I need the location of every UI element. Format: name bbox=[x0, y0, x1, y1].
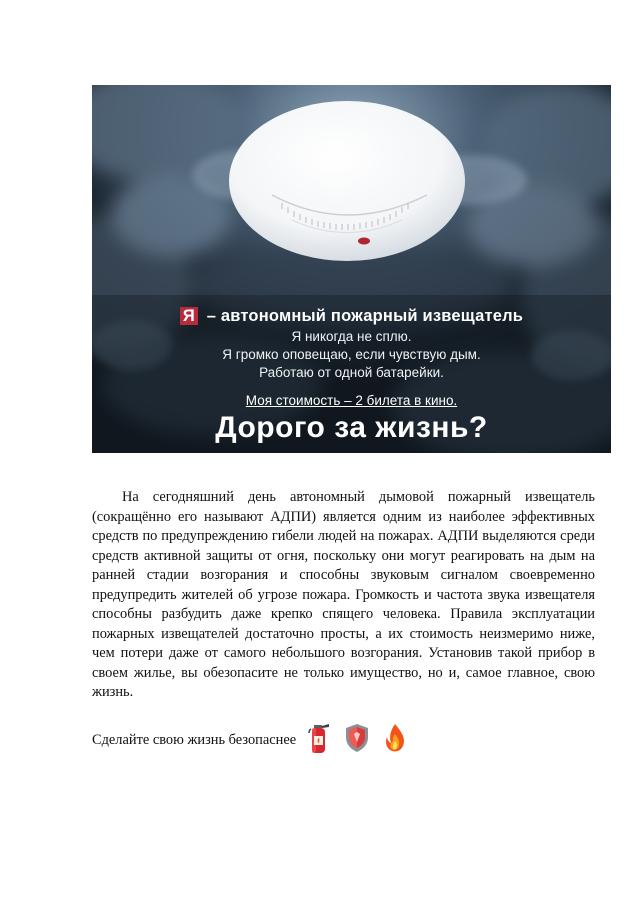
poster-line-2: Я громко оповещаю, если чувствую дым. bbox=[222, 347, 481, 362]
article-paragraph: На сегодняшний день автономный дымовой пожарный извещатель (сокращённо его называют АДПИ) является одним из наиболее эффективных средств по предупреждению гибели людей на пожарах. АДПИ выделяются среди средств активной защиты от огня, поскольку они могут реагировать на дым на ранней стадии возгорания и способны звуковым сигналом своевременно предупредить жителей об угрозе пожара. Громкость и частота звука извещателя способны разбудить даже крепко спящего человека. Правила эксплуатации пожарных извещателей достаточно просты, а их стоимость неизмеримо ниже, чем потери даже от самого небольшого возгорания. Установив такой прибор в своем жилье, вы обезопасите не только имущество, но и, самое главное, свою жизнь. bbox=[92, 489, 595, 700]
poster-price: Моя стоимость – 2 билета в кино. bbox=[245, 393, 458, 408]
footer-line bbox=[92, 718, 419, 754]
headline-marker: Я bbox=[180, 307, 198, 325]
poster-line-1: Я никогда не сплю. bbox=[291, 329, 412, 344]
poster-slogan: Дорого за жизнь? bbox=[215, 411, 488, 444]
smoke-detector-poster bbox=[92, 85, 611, 453]
fire-extinguisher-icon bbox=[305, 722, 333, 754]
poster-headline bbox=[92, 307, 611, 326]
footer-text: Сделайте свою жизнь безопаснее bbox=[92, 732, 297, 748]
fire-icon bbox=[381, 722, 409, 754]
poster-text bbox=[92, 85, 611, 453]
poster-line-3: Работаю от одной батарейки. bbox=[259, 365, 444, 380]
headline-text: – автономный пожарный извещатель bbox=[201, 307, 524, 325]
shield-icon bbox=[343, 722, 371, 754]
